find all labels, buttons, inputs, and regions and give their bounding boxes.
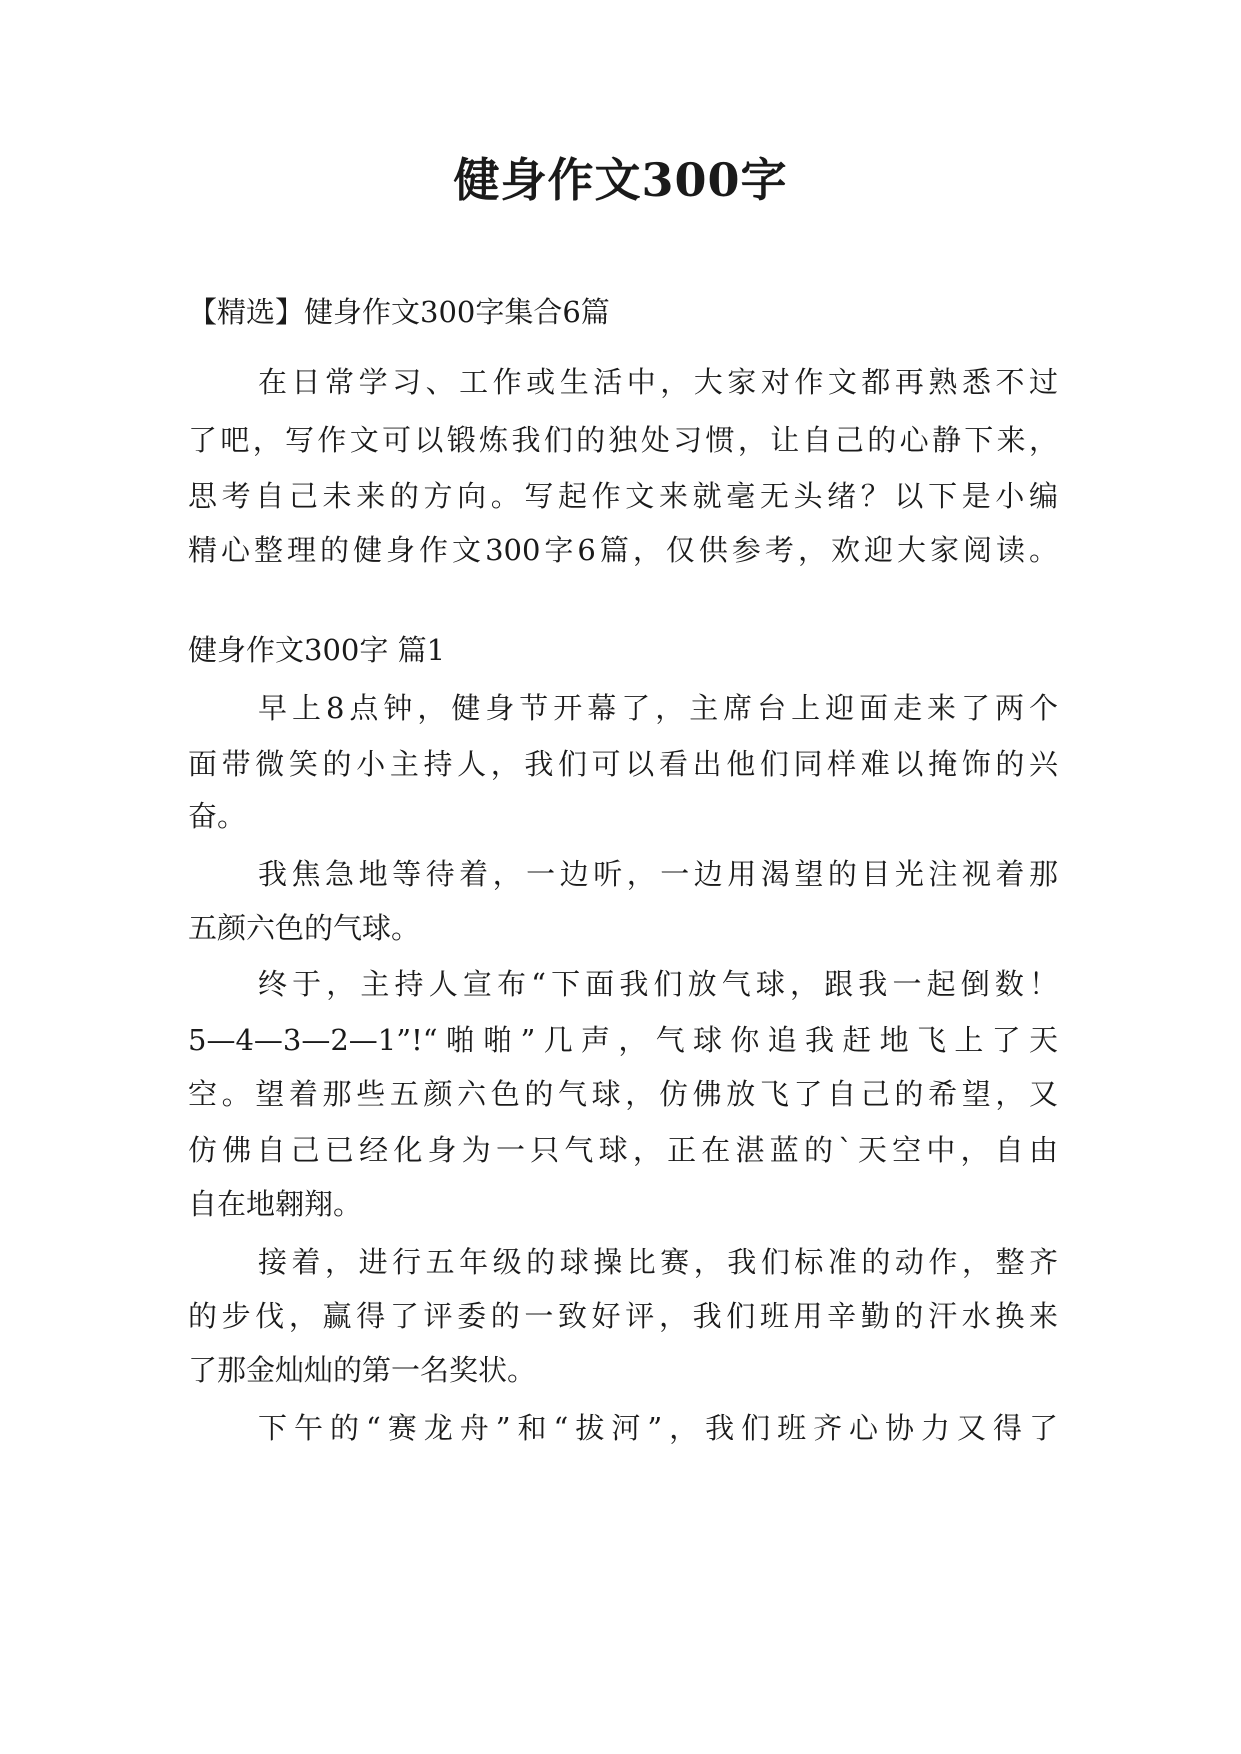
body-line: 仿佛自己已经化身为一只气球，正在湛蓝的`天空中，自由 [188, 1133, 1058, 1167]
body-line: 五颜六色的气球。 [188, 911, 421, 945]
intro-line: 在日常学习、工作或生活中，大家对作文都再熟悉不过 [258, 365, 1058, 399]
body-line: 5—4—3—2—1”!“啪啪”几声，气球你追我赶地飞上了天 [188, 1023, 1058, 1057]
body-line: 早上8点钟，健身节开幕了，主席台上迎面走来了两个 [258, 691, 1058, 725]
intro-line: 了吧，写作文可以锻炼我们的独处习惯，让自己的心静下来， [188, 423, 1058, 457]
body-line: 接着，进行五年级的球操比赛，我们标准的动作，整齐 [258, 1245, 1058, 1279]
body-line: 下午的“赛龙舟”和“拔河”，我们班齐心协力又得了 [258, 1411, 1058, 1445]
body-line: 空。望着那些五颜六色的气球，仿佛放飞了自己的希望，又 [188, 1077, 1058, 1111]
body-line: 自在地翱翔。 [188, 1187, 363, 1221]
document-subtitle: 【精选】健身作文300字集合6篇 [188, 295, 610, 329]
intro-line: 思考自己未来的方向。写起作文来就毫无头绪？以下是小编 [188, 479, 1058, 513]
body-line: 终于，主持人宣布“下面我们放气球，跟我一起倒数！ [258, 967, 1058, 1001]
body-line: 面带微笑的小主持人，我们可以看出他们同样难以掩饰的兴 [188, 747, 1058, 781]
document-title: 健身作文300字 [453, 153, 788, 207]
intro-line: 精心整理的健身作文300字6篇，仅供参考，欢迎大家阅读。 [188, 533, 1058, 567]
body-line: 的步伐，赢得了评委的一致好评，我们班用辛勤的汗水换来 [188, 1299, 1058, 1333]
section-heading: 健身作文300字 篇1 [188, 633, 446, 667]
body-line: 了那金灿灿的第一名奖状。 [188, 1353, 537, 1387]
body-line: 奋。 [188, 799, 247, 833]
body-line: 我焦急地等待着，一边听，一边用渴望的目光注视着那 [258, 857, 1058, 891]
